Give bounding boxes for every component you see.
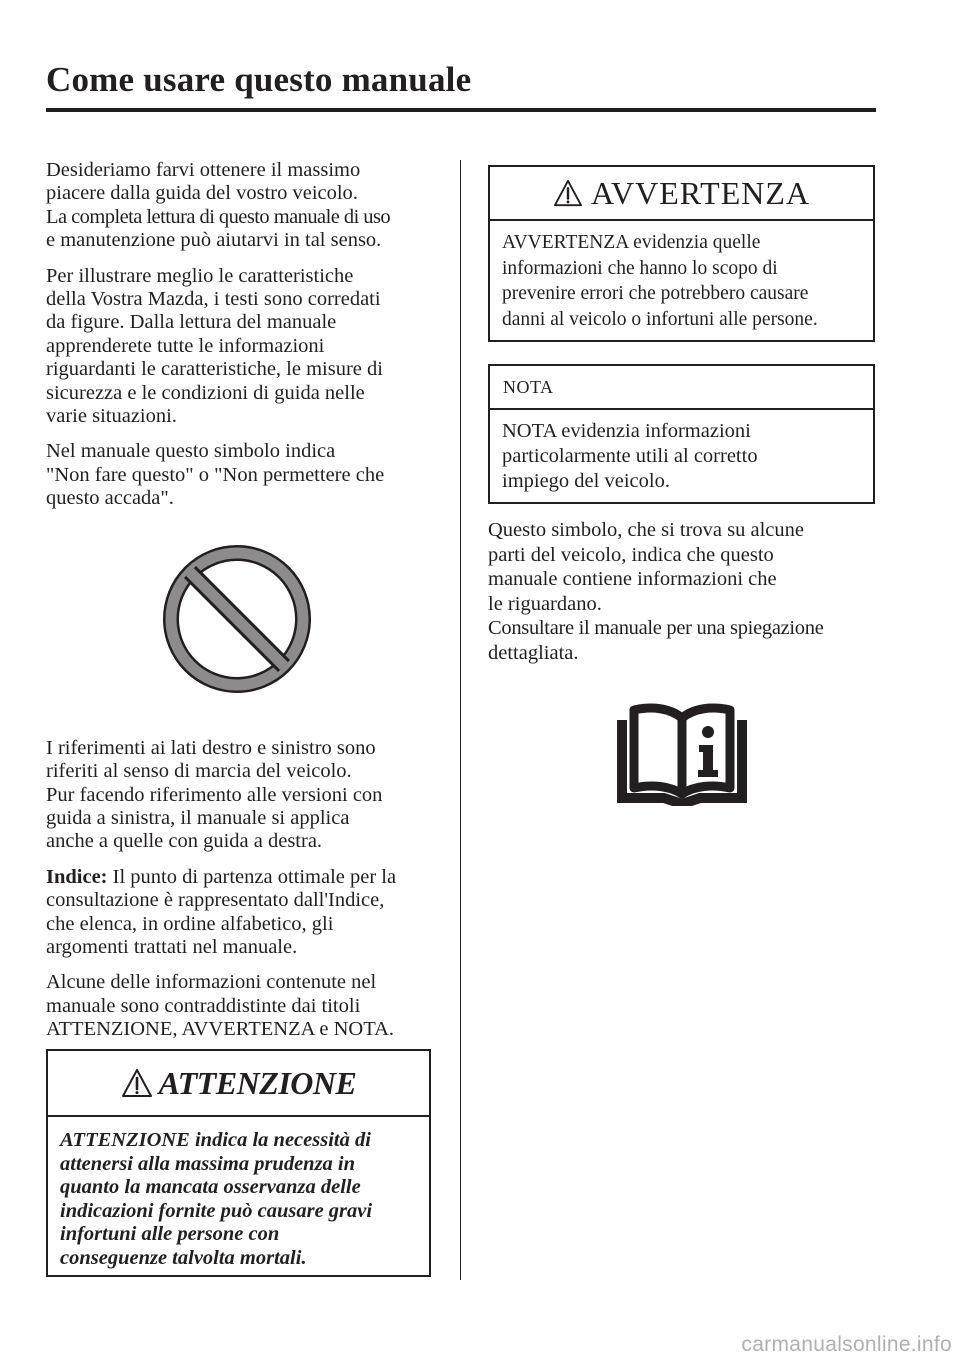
text-line: Alcune delle informazioni contenute nel (46, 971, 377, 994)
text-line: attenersi alla massima prudenza in (60, 1152, 356, 1175)
text-line: e manutenzione può aiutarvi in tal senso. (46, 229, 382, 252)
nota-box (488, 364, 875, 504)
text-line: NOTA evidenzia informazioni (502, 420, 751, 442)
text-line: conseguenze talvolta mortali. (60, 1246, 307, 1269)
symbol-paragraph (46, 440, 442, 510)
warning-triangle-icon (121, 1068, 153, 1098)
avvertenza-header (490, 167, 873, 221)
text-line: prevenire errori che potrebbero causare (502, 283, 809, 304)
index-label: Indice: (46, 865, 108, 888)
text-line: indicazioni fornite può causare gravi (60, 1199, 373, 1222)
text-line: apprenderete tutte le informazioni (46, 334, 325, 357)
text-line: da figure. Dalla lettura del manuale (46, 311, 337, 334)
text-line: questo accada". (46, 487, 174, 510)
text-line: parti del veicolo, indica che questo (488, 543, 774, 566)
text-line: informazioni che hanno lo scopo di (502, 257, 778, 279)
attenzione-header (48, 1051, 429, 1117)
text-line: le riguardano. (488, 592, 602, 615)
prohibition-icon (163, 545, 311, 693)
text-line: che elenca, in ordine alfabetico, gli (46, 912, 334, 935)
text-line: consultazione è rappresentato dall'Indice, (46, 889, 385, 912)
text-line: manuale sono contraddistinte dai titoli (46, 994, 361, 1017)
text-line: piacere dalla guida del vostro veicolo. (46, 182, 358, 205)
text-line: varie situazioni. (46, 405, 177, 428)
text-line: impiego del veicolo. (502, 470, 670, 492)
avvertenza-box (488, 165, 875, 342)
column-divider (460, 160, 461, 1280)
title-rule (46, 108, 876, 112)
nota-header (490, 366, 873, 410)
text-line: ATTENZIONE, AVVERTENZA e NOTA. (46, 1018, 395, 1041)
text-line (46, 866, 442, 889)
avvertenza-title: AVVERTENZA (590, 174, 811, 211)
nota-title: NOTA (503, 376, 554, 397)
avvertenza-body (490, 221, 873, 332)
text-line: argomenti trattati nel manuale. (46, 935, 298, 958)
text-line: Questo simbolo, che si trova su alcune (488, 519, 804, 541)
text-line: Pur facendo riferimento alle versioni con (46, 783, 383, 806)
attenzione-body (48, 1117, 429, 1271)
sides-paragraph (46, 737, 442, 854)
text-line: sicurezza e le condizioni di guida nelle (46, 381, 365, 404)
manual-info-icon (612, 698, 752, 806)
nota-body (490, 410, 873, 494)
book-symbol-paragraph (488, 518, 878, 666)
text-line: "Non fare questo" o "Non permettere che (46, 463, 385, 486)
text-line: particolarmente utili al corretto (502, 445, 758, 467)
text-line: I riferimenti ai lati destro e sinistro sono (46, 736, 376, 759)
watermark: carmanualsonline.info (741, 1333, 952, 1356)
index-first-line: Il punto di partenza ottimale per la (107, 865, 397, 888)
text-line: La completa lettura di questo manuale di uso (46, 205, 391, 228)
text-line: guida a sinistra, il manuale si applica (46, 806, 350, 829)
text-line: Desideriamo farvi ottenere il massimo (46, 159, 361, 181)
text-line: riguardanti le caratteristiche, le misure di (46, 358, 383, 381)
attenzione-title: ATTENZIONE (158, 1064, 357, 1101)
attenzione-box (46, 1049, 431, 1277)
warning-triangle-icon (553, 179, 583, 207)
text-line: manuale contiene informazioni che (488, 568, 777, 591)
illustrations-paragraph (46, 265, 442, 429)
text-line: quanto la mancata osservanza delle (60, 1176, 361, 1199)
text-line: anche a quelle con guida a destra. (46, 830, 323, 853)
text-line: ATTENZIONE indica la necessità di (60, 1129, 371, 1151)
text-line: Nel manuale questo simbolo indica (46, 440, 336, 463)
headings-paragraph (46, 971, 442, 1041)
index-paragraph (46, 866, 442, 960)
text-line: Per illustrare meglio le caratteristiche (46, 264, 354, 287)
text-line: riferiti al senso di marcia del veicolo. (46, 760, 352, 783)
text-line: AVVERTENZA evidenzia quelle (502, 232, 761, 253)
text-line: della Vostra Mazda, i testi sono corredati (46, 288, 381, 311)
text-line: infortuni alle persone con (60, 1223, 280, 1246)
right-column (488, 518, 878, 678)
text-line: dettagliata. (488, 641, 579, 664)
text-line: Consultare il manuale per una spiegazione (488, 617, 824, 640)
text-line: danni al veicolo o infortuni alle persone. (502, 308, 818, 330)
intro-paragraph (46, 159, 442, 253)
page-title: Come usare questo manuale (46, 60, 472, 99)
